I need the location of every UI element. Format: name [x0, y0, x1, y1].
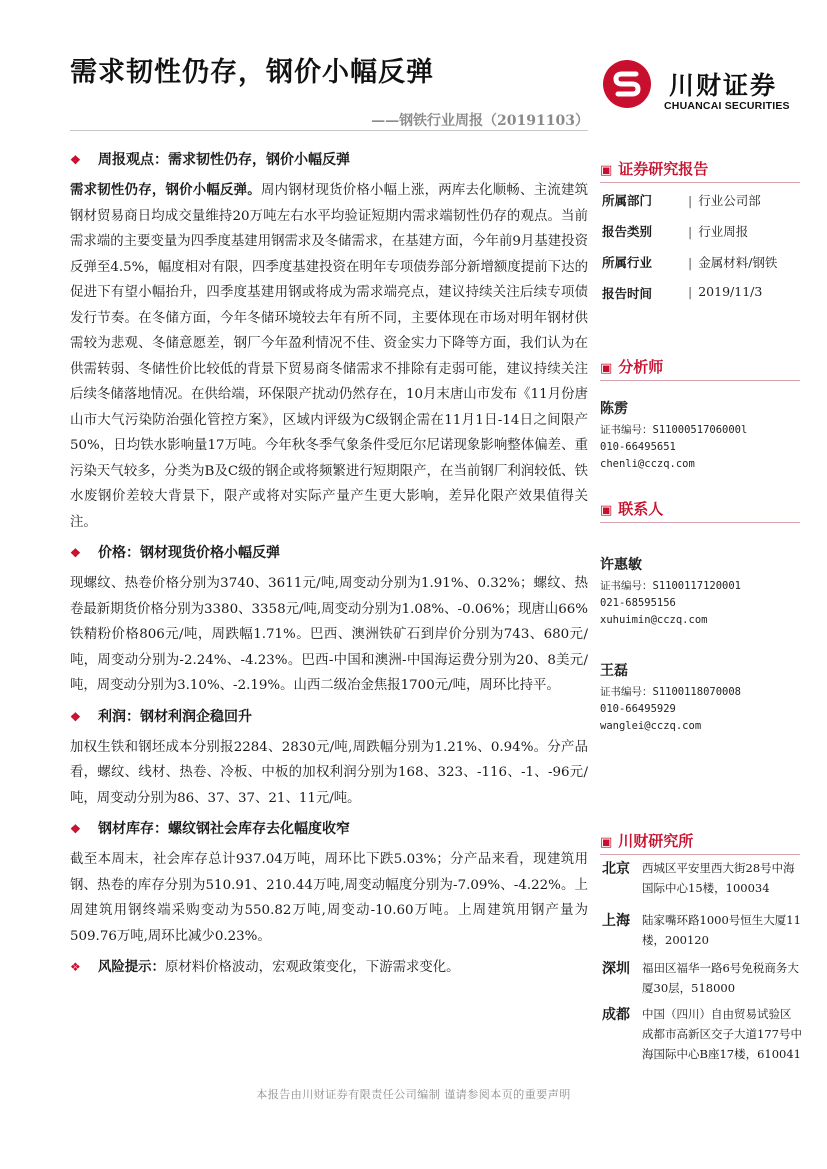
title-divider — [70, 130, 588, 131]
logo-mark-icon — [603, 60, 651, 108]
logo-chinese-name: 川财证券 — [669, 71, 778, 100]
report-subtitle: ——钢铁行业周报（20191103） — [371, 113, 589, 129]
office-city: 上海 — [602, 913, 630, 929]
office-city: 成都 — [602, 1007, 630, 1023]
sidebar-institute-section — [600, 830, 800, 855]
info-row-industry: 所属行业 | 金属材料/钢铁 — [600, 253, 800, 284]
section-body-profit: 加权生铁和钢坯成本分别报2284、2830元/吨,周跌幅分别为1.21%、0.94%。分产品看，螺纹、线材、热卷、冷板、中板的加权利润分别为168、323、-116、-1、-96元/吨，周变动分别为86、37、37、21、11元/吨。 — [70, 739, 588, 806]
office-address: 西城区平安里西大街28号中海国际中心15楼，100034 — [642, 861, 795, 895]
office-beijing — [600, 858, 800, 902]
office-city: 深圳 — [602, 961, 630, 977]
diamond-bullet-icon: ❖ — [70, 960, 81, 974]
office-shenzhen — [600, 958, 800, 1002]
contact-email[interactable]: wanglei@cczq.com — [600, 720, 702, 732]
diamond-bullet-icon: ❖ — [70, 153, 81, 167]
office-address: 中国（四川）自由贸易试验区成都市高新区交子大道177号中海国际中心B座17楼，610041 — [642, 1007, 802, 1061]
office-address: 陆家嘴环路1000号恒生大厦11楼，200120 — [642, 913, 801, 947]
risk-warning: ❖ 风险提示：原材料价格波动，宏观政策变化，下游需求变化。 — [70, 955, 588, 981]
sidebar-heading-report: ▣ 证券研究报告 — [600, 158, 800, 183]
logo-english-name: CHUANCAI SECURITIES — [664, 100, 790, 112]
footer-disclaimer: 本报告由川财证券有限责任公司编制 谨请参阅本页的重要声明 — [256, 1088, 571, 1101]
diamond-bullet-icon: ❖ — [70, 822, 81, 836]
section-heading-view: ❖ 周报观点：需求韧性仍存，钢价小幅反弹 — [70, 148, 588, 172]
office-address: 福田区福华一路6号免税商务大厦30层，518000 — [642, 961, 799, 995]
report-title: 需求韧性仍存，钢价小幅反弹 — [70, 57, 434, 88]
square-bullet-icon: ▣ — [600, 163, 613, 178]
sidebar-contact-section — [600, 498, 800, 523]
analyst-name: 陈雳 — [600, 401, 628, 417]
contact-cert: 证书编号：S1100117120001 — [600, 580, 742, 592]
sidebar-heading-analyst: ▣ 分析师 — [600, 356, 800, 381]
section-body-inventory: 截至本周末，社会库存总计937.04万吨，周环比下跌5.03%；分产品来看，现建筑用钢、热卷的库存分别为510.91、210.44万吨,周变动幅度分别为-7.09%、-4.22%。上周建筑用钢终端采购变动为550.82万吨,周变动-10.60万吨。上周建筑用钢产量为509.76万吨,周环比减少0.23%。 — [70, 852, 588, 944]
sidebar-heading-institute: ▣ 川财研究所 — [600, 830, 800, 855]
contact-card — [600, 658, 741, 735]
diamond-bullet-icon: ❖ — [70, 546, 81, 560]
section-heading-inventory: ❖ 钢材库存：螺纹钢社会库存去化幅度收窄 — [70, 817, 588, 841]
contact-cert: 证书编号：S1100118070008 — [600, 686, 742, 698]
office-city: 北京 — [602, 861, 630, 877]
section-heading-price: ❖ 价格：钢材现货价格小幅反弹 — [70, 541, 588, 565]
square-bullet-icon: ▣ — [600, 503, 613, 518]
analyst-phone: 010-66495651 — [600, 441, 676, 453]
contact-name: 王磊 — [600, 663, 628, 679]
section-body-price: 现螺纹、热卷价格分别为3740、3611元/吨,周变动分别为1.91%、0.32%；螺纹、热卷最新期货价格分别为3380、3358元/吨,周变动分别为1.08%、-0.06%；现唐山66%铁精粉价格806元/吨，周跌幅1.71%。巴西、澳洲铁矿石到岸价分别为743、680元/吨，周变动分别为-2.24%、-4.23%。巴西-中国和澳洲-中国海运费分别为20、8美元/吨，周变动分别为3.10%、-2.19%。山西二级冶金焦报1700元/吨，周环比持平。 — [70, 576, 588, 693]
contact-phone: 021-68595156 — [600, 597, 676, 609]
office-chengdu — [600, 1004, 800, 1088]
sidebar-analyst-section — [600, 356, 800, 381]
office-shanghai — [600, 910, 800, 954]
info-row-category: 报告类别 | 行业周报 — [600, 222, 800, 253]
sidebar-heading-contact: ▣ 联系人 — [600, 498, 800, 523]
analyst-cert: 证书编号：S1100051706000l — [600, 424, 748, 436]
analyst-card — [600, 396, 747, 473]
square-bullet-icon: ▣ — [600, 835, 613, 850]
info-row-department: 所属部门 | 行业公司部 — [600, 191, 800, 222]
contact-email[interactable]: xuhuimin@cczq.com — [600, 614, 708, 626]
analyst-email[interactable]: chenli@cczq.com — [600, 458, 695, 470]
square-bullet-icon: ▣ — [600, 361, 613, 376]
sidebar-report-info — [600, 158, 800, 315]
main-content — [70, 148, 588, 981]
contact-card — [600, 552, 741, 629]
company-logo — [603, 60, 803, 120]
diamond-bullet-icon: ❖ — [70, 709, 81, 724]
info-row-date: 报告时间 | 2019/11/3 — [600, 284, 800, 315]
section-body-view: 需求韧性仍存，钢价小幅反弹。周内钢材现货价格小幅上涨，两库去化顺畅、主流建筑钢材贸易商日均成交量维持20万吨左右水平均验证短期内需求端韧性仍存的观点。当前需求端的主要变量为四季度基建用钢需求及冬储需求，在基建方面，今年前9月基建投资反弹至4.5%，幅度相对有限，四季度基建投资在明年专项债券部分新增额度提前下达的促进下有望小幅抬升，四季度基建用钢或将成为需求端亮点，建议持续关注后续专项债发行节奏。在冬储方面，今年冬储环境较去年有所不同，主要体现在市场对明年钢材供需较为悲观、冬储意愿差，钢厂今年盈利情况不佳、资金实力下降等方面，我们认为在供需转弱、冬储性价比较低的背景下贸易商冬储需求不排除有走弱可能，建议持续关注后续冬储落地情况。在供给端，环保限产扰动仍然存在，10月末唐山市发布《11月份唐山市大气污染防治强化管控方案》，区域内评级为C级钢企需在11月1日-14日之间限产50%，日均铁水影响量17万吨。今年秋冬季气象条件受厄尔尼诺现象影响整体偏差、重污染天气较多，分类为B及C级的钢企或将频繁进行短期限产，在当前钢厂利润较低、铁水废钢价差较大背景下，限产或将对实际产量产生更大影响，差异化限产效果值得关注。 — [70, 182, 589, 530]
contact-name: 许惠敏 — [600, 557, 642, 573]
section-heading-profit: ❖ 利润：钢材利润企稳回升 — [70, 705, 588, 729]
lead-sentence: 需求韧性仍存，钢价小幅反弹。 — [70, 182, 261, 198]
contact-phone: 010-66495929 — [600, 703, 676, 715]
